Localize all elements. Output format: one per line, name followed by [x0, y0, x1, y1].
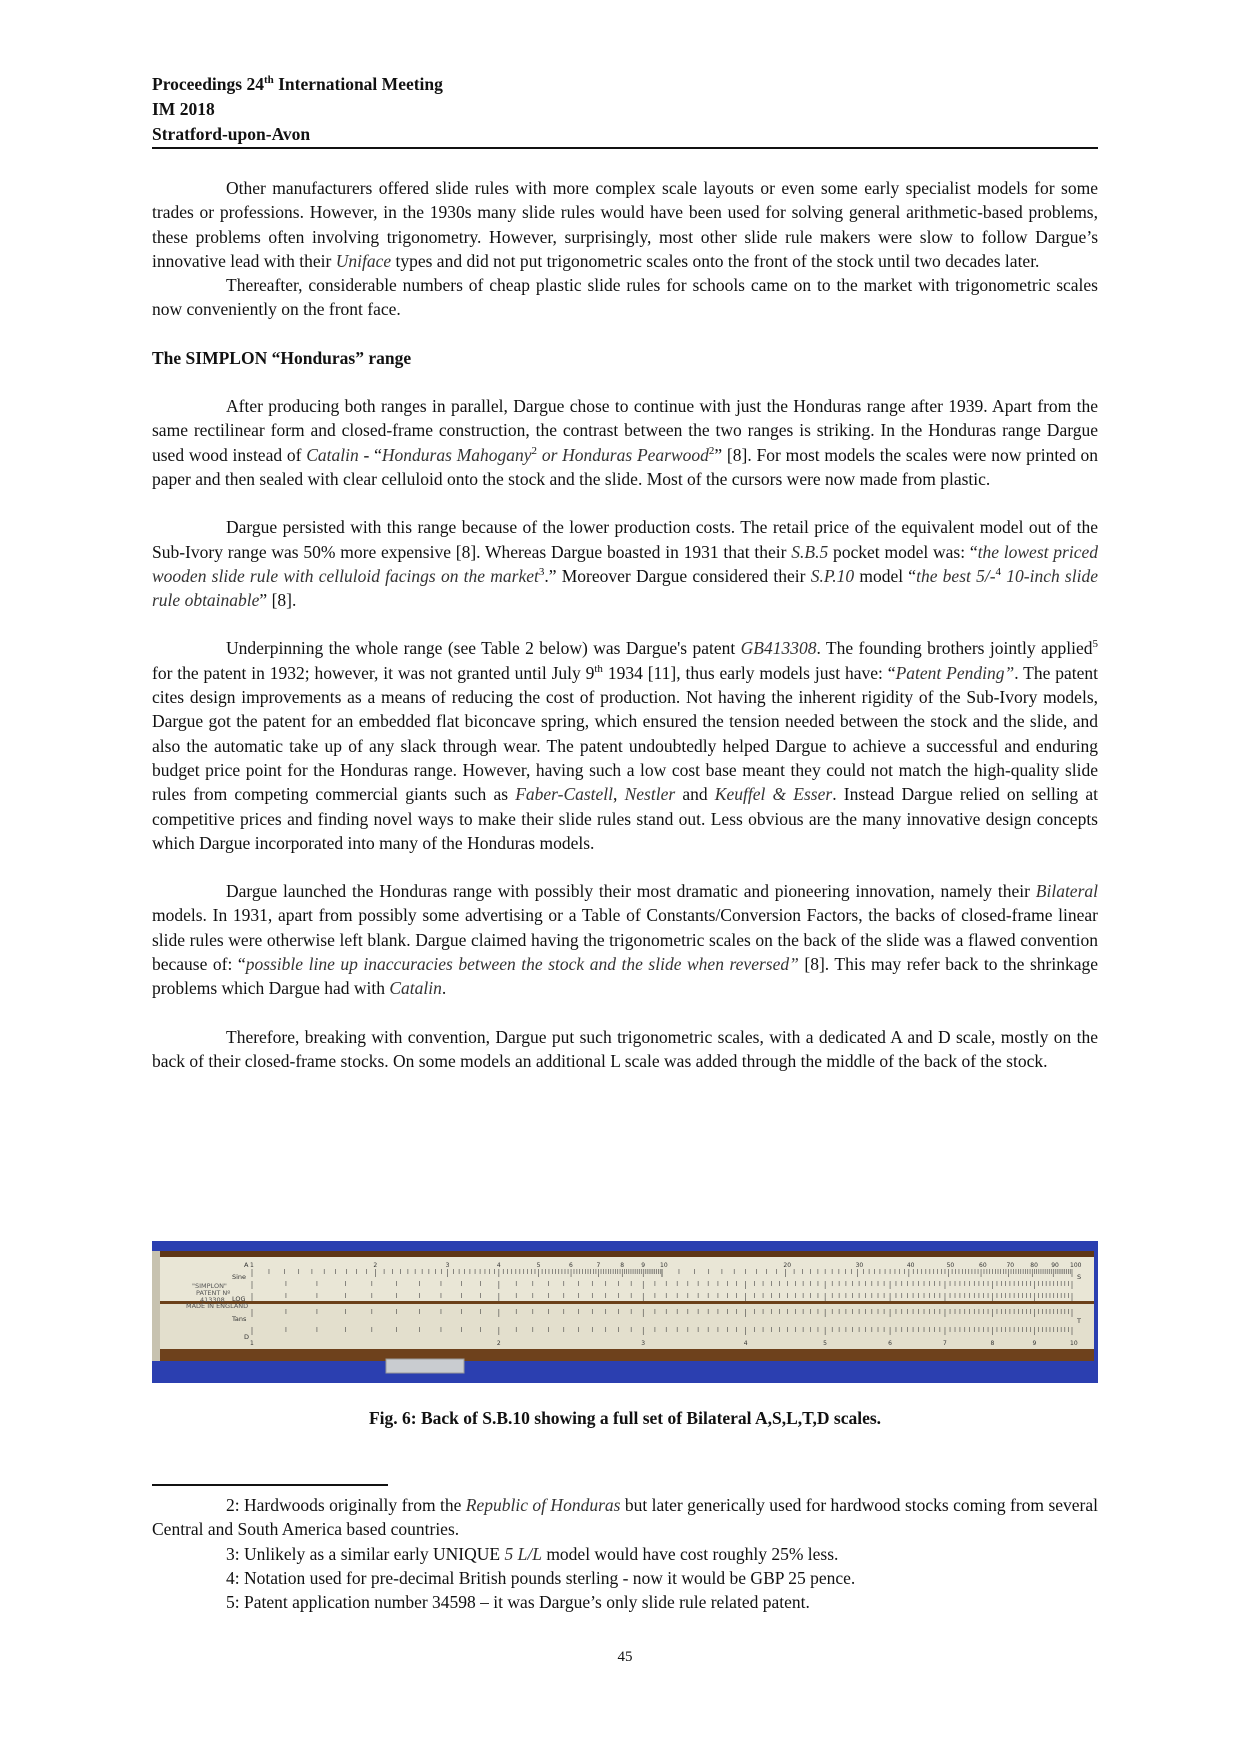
slide-rule-illustration — [152, 1241, 1098, 1383]
lower-scale-face — [156, 1304, 1094, 1349]
a-tick-label: 8 — [620, 1262, 625, 1269]
a-tick-label: 6 — [569, 1262, 573, 1269]
figure-slide-rule-photo — [152, 1241, 1098, 1383]
d-tick-label: 5 — [823, 1340, 827, 1347]
slide-groove — [156, 1301, 1094, 1304]
paragraph-6: Dargue launched the Honduras range with possibly their most dramatic and pioneering innovation, namely their Bilateral models. In 1931, apart from possibly some advertising or a Table of Constants/Conversion Factors, the backs of closed-frame linear slide rules were otherwise left blank. Dargue claimed having the trigonometric scales on the back of the slide was a flawed convention because of: “possible line up inaccuracies between the stock and the slide when reversed” [8]. This may refer back to the shrinkage problems which Dargue had with Catalin. — [152, 881, 1098, 999]
running-header — [152, 72, 1098, 147]
a-tick-label: 5 — [536, 1262, 541, 1269]
d-tick-label: 2 — [496, 1340, 501, 1347]
a-tick-label: 50 — [946, 1262, 955, 1269]
footnote-divider — [152, 1484, 388, 1486]
paragraph-5: Underpinning the whole range (see Table 2 below) was Dargue's patent GB413308. The founding brothers jointly applied$^5$ for the patent in 1932; however, it was not granted until July 9th 1934 [11], thus early models just have: “Patent Pending”. The patent cites design improvements as a means of reducing the cost of production. Not having the inherent rigidity of the Sub-Ivory models, Dargue got the patent for an embedded flat biconcave spring, which ensured the tension needed between the stock and the slide, and also the automatic take up of any slack through wear. The patent undoubtedly helped Dargue to achieve a successful and enduring budget price point for the Honduras range. However, having such a low cost base meant they could not match the high-quality slide rules from competing commercial giants such as Faber-Castell, Nestler and Keuffel & Esser. Instead Dargue relied on selling at competitive prices and finding novel ways to make their slide rules stand out. Less obvious are the many innovative design concepts which Dargue incorporated into many of the Honduras models. — [152, 638, 1099, 853]
a-tick-label: 60 — [979, 1262, 987, 1269]
a-tick-label: 10 — [660, 1262, 668, 1269]
section-heading: The SIMPLON “Honduras” range — [152, 347, 412, 368]
d-tick-label: 7 — [942, 1340, 947, 1347]
a-tick-label: 7 — [596, 1262, 601, 1269]
d-tick-label: 6 — [888, 1340, 892, 1347]
a-tick-label: 40 — [906, 1262, 915, 1269]
stamp-patent: PATENT Nº — [196, 1289, 231, 1297]
footnote-5: 5: Patent application number 34598 – it was Dargue’s only slide rule related patent. — [226, 1592, 810, 1613]
header-line-2: IM 2018 — [152, 99, 215, 119]
d-tick-label: 8 — [990, 1340, 995, 1347]
d-tick-label: 9 — [1032, 1340, 1037, 1347]
footnotes — [152, 1493, 1098, 1614]
a-tick-label: 90 — [1051, 1262, 1059, 1269]
stamp-brand: "SIMPLON" — [192, 1282, 227, 1290]
label-s-right: S — [1077, 1273, 1082, 1281]
page-number: 45 — [617, 1649, 633, 1665]
header-line-3: Stratford-upon-Avon — [152, 124, 311, 144]
paragraph-4: Dargue persisted with this range because of the lower production costs. The retail price of the equivalent model out of the Sub-Ivory range was 50% more expensive [8]. Whereas Dargue boasted in 1931 that their S.B.5 pocket model was: “the lowest priced wooden slide rule with celluloid facings on the market$^3$.” Moreover Dargue considered their S.P.10 model “the best 5/-$^4$ 10-inch slide rule obtainable” [8]. — [152, 517, 1098, 611]
a-tick-label: 4 — [496, 1262, 501, 1269]
body-text — [152, 176, 1098, 1073]
label-d: D — [244, 1333, 250, 1341]
a-tick-label: 70 — [1006, 1262, 1015, 1269]
end-clip — [386, 1359, 464, 1373]
header-line-1: Proceedings 24th International Meeting — [152, 74, 443, 94]
footnote-2: 2: Hardwoods originally from the Republic of Honduras but later generically used for hardwood stocks coming from several Central and South America based countries. — [152, 1495, 1098, 1540]
paragraph-1: Other manufacturers offered slide rules with more complex scale layouts or even some early specialist models for some trades or professions. However, in the 1930s many slide rules would have been used for solving general arithmetic-based problems, these problems often involving trigonometry. However, surprisingly, most other slide rule makers were slow to follow Dargue’s innovative lead with their Uniface types and did not put trigonometric scales onto the front of the stock until two decades later. — [152, 178, 1098, 271]
d-tick-label: 3 — [641, 1340, 646, 1347]
stamp-origin: MADE IN ENGLAND — [186, 1302, 249, 1310]
label-a: A — [244, 1261, 249, 1269]
a-tick-label: 80 — [1030, 1262, 1038, 1269]
a-tick-label: 30 — [855, 1262, 864, 1269]
a-tick-label: 2 — [373, 1262, 378, 1269]
d-tick-label: 1 — [250, 1340, 254, 1347]
label-log: LOG — [232, 1295, 246, 1303]
figure-caption: Fig. 6: Back of S.B.10 showing a full set of Bilateral A,S,L,T,D scales. — [368, 1408, 882, 1428]
a-tick-label: 100 — [1070, 1262, 1082, 1269]
label-sine: Sine — [232, 1273, 247, 1281]
d-tick-label: 10 — [1070, 1340, 1078, 1347]
a-tick-label: 3 — [445, 1262, 450, 1269]
label-tans: Tans — [232, 1315, 247, 1323]
header-divider — [152, 147, 1098, 149]
label-t-right: T — [1077, 1317, 1081, 1325]
footnote-4: 4: Notation used for pre-decimal British pounds sterling - now it would be GBP 25 pence. — [226, 1567, 856, 1588]
paragraph-3: After producing both ranges in parallel, Dargue chose to continue with just the Honduras range after 1939. Apart from the same rectilinear form and closed-frame construction, the contrast between the two ranges is striking. In the Honduras range Dargue used wood instead of Catalin - “Honduras Mahogany$^2$ or Honduras Pearwood$^2$” [8]. For most models the scales were now printed on paper and then sealed with clear celluloid onto the stock and the slide. Most of the cursors were now made from plastic. — [152, 396, 1098, 489]
paragraph-7: Therefore, breaking with convention, Dargue put such trigonometric scales, with a dedicated A and D scale, mostly on the back of their closed-frame stocks. On some models an additional L scale was added through the middle of the back of the stock. — [152, 1026, 1098, 1071]
a-tick-label: 1 — [250, 1262, 254, 1269]
paragraph-2: Thereafter, considerable numbers of cheap plastic slide rules for schools came on to the market with trigonometric scales now conveniently on the front face. — [152, 275, 1098, 320]
footnote-3: 3: Unlikely as a similar early UNIQUE 5 L/L model would have cost roughly 25% less. — [226, 1543, 839, 1564]
a-tick-label: 9 — [641, 1262, 646, 1269]
a-tick-label: 20 — [783, 1262, 792, 1269]
stamp-number: 413308 — [200, 1296, 225, 1304]
d-tick-label: 4 — [743, 1340, 748, 1347]
